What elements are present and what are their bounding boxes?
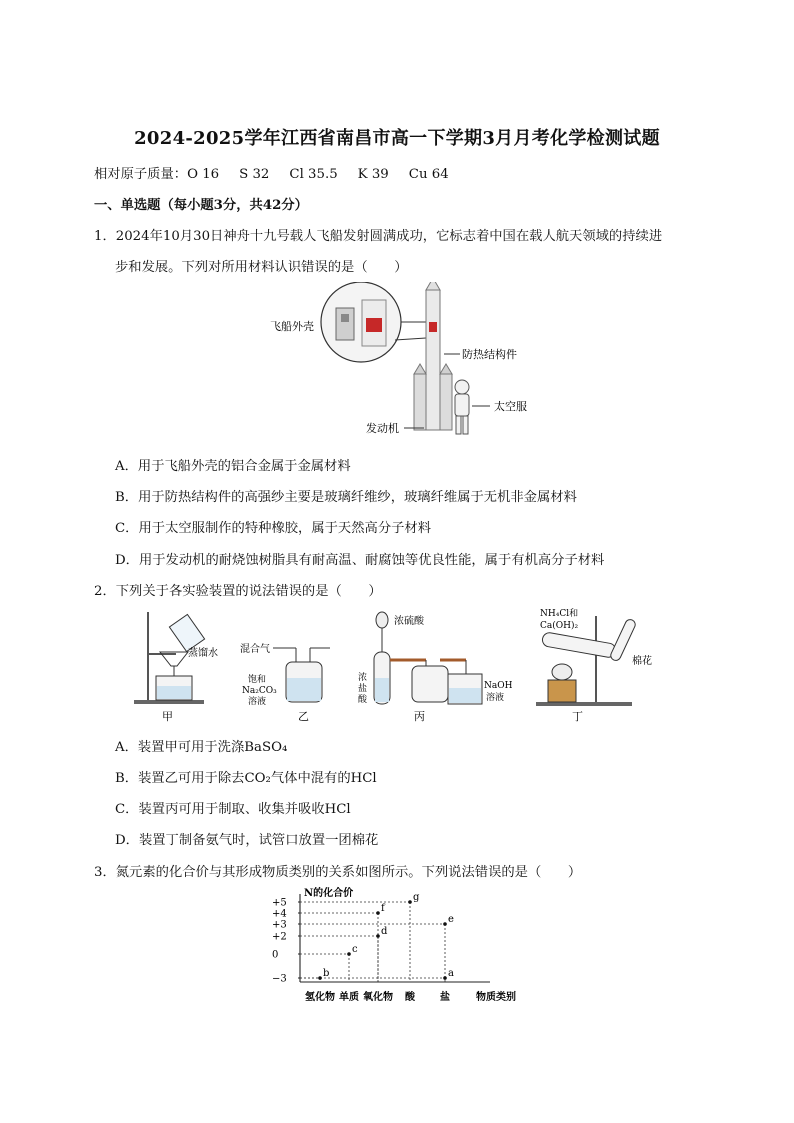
label-heatshield: 防热结构件: [462, 348, 517, 361]
point-label-f: f: [381, 903, 385, 914]
y-axis-label: N的化合价: [304, 888, 354, 899]
label-solution-bing: 溶液: [486, 693, 505, 703]
apparatus-bing: [358, 612, 513, 723]
q2-option-b: B．装置乙可用于除去CO₂气体中混有的HCl: [115, 771, 377, 786]
y-tick-label: +3: [272, 919, 287, 931]
mass-cl: Cl 35.5: [289, 167, 338, 182]
q1-stem-line2: 步和发展。下列对所用材料认识错误的是（ ）: [115, 260, 408, 275]
q2-apparatus-figure: [130, 604, 670, 726]
point-c: [347, 952, 351, 956]
atomic-masses: [94, 163, 469, 182]
q2-option-c: C．装置丙可用于制取、收集并吸收HCl: [115, 802, 351, 817]
label-naoh: NaOH: [484, 681, 513, 691]
label-acid: 酸: [358, 695, 368, 705]
label-distilled-water: 蒸馏水: [188, 648, 218, 659]
nitrogen-valence-chart: [270, 884, 530, 1008]
point-d: [376, 934, 380, 938]
q1-option-a: A．用于飞船外壳的铝合金属于金属材料: [115, 459, 351, 474]
y-tick-label: −3: [272, 973, 287, 985]
mass-o: O 16: [187, 167, 220, 182]
label-suit: 太空服: [494, 400, 527, 413]
mass-s: S 32: [239, 167, 270, 182]
label-jia: 甲: [162, 710, 173, 723]
label-na2co3: Na₂CO₃: [242, 686, 277, 696]
x-category-label: 氢化物: [305, 992, 335, 1003]
label-saturated: 饱和: [248, 675, 267, 685]
q3-stem: 3．氮元素的化合价与其形成物质类别的关系如图所示。下列说法错误的是（ ）: [94, 865, 582, 880]
x-axis-label: 物质类别: [476, 992, 516, 1003]
label-cotton: 棉花: [632, 656, 652, 667]
label-ding: 丁: [572, 710, 583, 723]
point-label-e: e: [448, 914, 454, 925]
q2-stem: 2．下列关于各实验装置的说法错误的是（ ）: [94, 584, 382, 599]
point-label-c: c: [352, 944, 358, 955]
y-tick-label: 0: [272, 949, 279, 961]
y-tick-label: +5: [272, 897, 287, 909]
y-tick-label: +4: [272, 908, 287, 920]
q1-option-c: C．用于太空服制作的特种橡胶，属于天然高分子材料: [115, 521, 432, 536]
apparatus-yi: [240, 642, 330, 723]
label-conc: 浓: [358, 673, 368, 683]
q1-rocket-figure: [262, 282, 552, 442]
apparatus-jia: [134, 612, 218, 723]
point-label-g: g: [413, 892, 420, 903]
q1-option-d: D．用于发动机的耐烧蚀树脂具有耐高温、耐腐蚀等优良性能，属于有机高分子材料: [115, 553, 605, 568]
mass-k: K 39: [357, 167, 389, 182]
x-category-label: 盐: [440, 992, 450, 1003]
page-title: 2024-2025学年江西省南昌市高一下学期3月月考化学检测试题: [134, 128, 660, 149]
q1-stem-line1: 1．2024年10月30日神舟十九号载人飞船发射圆满成功，它标志着中国在载人航天领域的持续进: [94, 229, 663, 244]
atomic-masses-label: 相对原子质量：: [94, 167, 188, 182]
section-heading: 一、单选题（每小题3分，共42分）: [94, 198, 308, 213]
q2-option-d: D．装置丁制备氨气时，试管口放置一团棉花: [115, 833, 379, 848]
point-label-b: b: [323, 968, 330, 979]
x-category-label: 酸: [405, 992, 415, 1003]
point-label-a: a: [448, 968, 454, 979]
point-e: [443, 922, 447, 926]
point-b: [318, 976, 322, 980]
point-g: [408, 900, 412, 904]
label-yi: 乙: [298, 710, 309, 723]
label-nh4cl: NH₄Cl和: [540, 609, 579, 619]
mass-cu: Cu 64: [408, 167, 449, 182]
q2-option-a: A．装置甲可用于洗涤BaSO₄: [115, 740, 288, 755]
label-shell: 飞船外壳: [270, 320, 314, 333]
y-tick-label: +2: [272, 931, 287, 943]
point-a: [443, 976, 447, 980]
x-category-label: 单质: [339, 992, 359, 1003]
label-salt: 盐: [358, 684, 368, 694]
q1-option-b: B．用于防热结构件的高强纱主要是玻璃纤维纱，玻璃纤维属于无机非金属材料: [115, 490, 577, 505]
label-mixed-gas: 混合气: [240, 644, 270, 655]
point-label-d: d: [381, 926, 388, 937]
label-caoh2: Ca(OH)₂: [540, 621, 579, 631]
point-f: [376, 911, 380, 915]
apparatus-ding: [536, 608, 652, 723]
label-engine: 发动机: [366, 422, 399, 435]
label-solution-yi: 溶液: [248, 697, 267, 707]
label-bing: 丙: [414, 710, 425, 723]
x-category-label: 氧化物: [363, 992, 393, 1003]
label-conc-sulfuric: 浓硫酸: [394, 616, 424, 627]
